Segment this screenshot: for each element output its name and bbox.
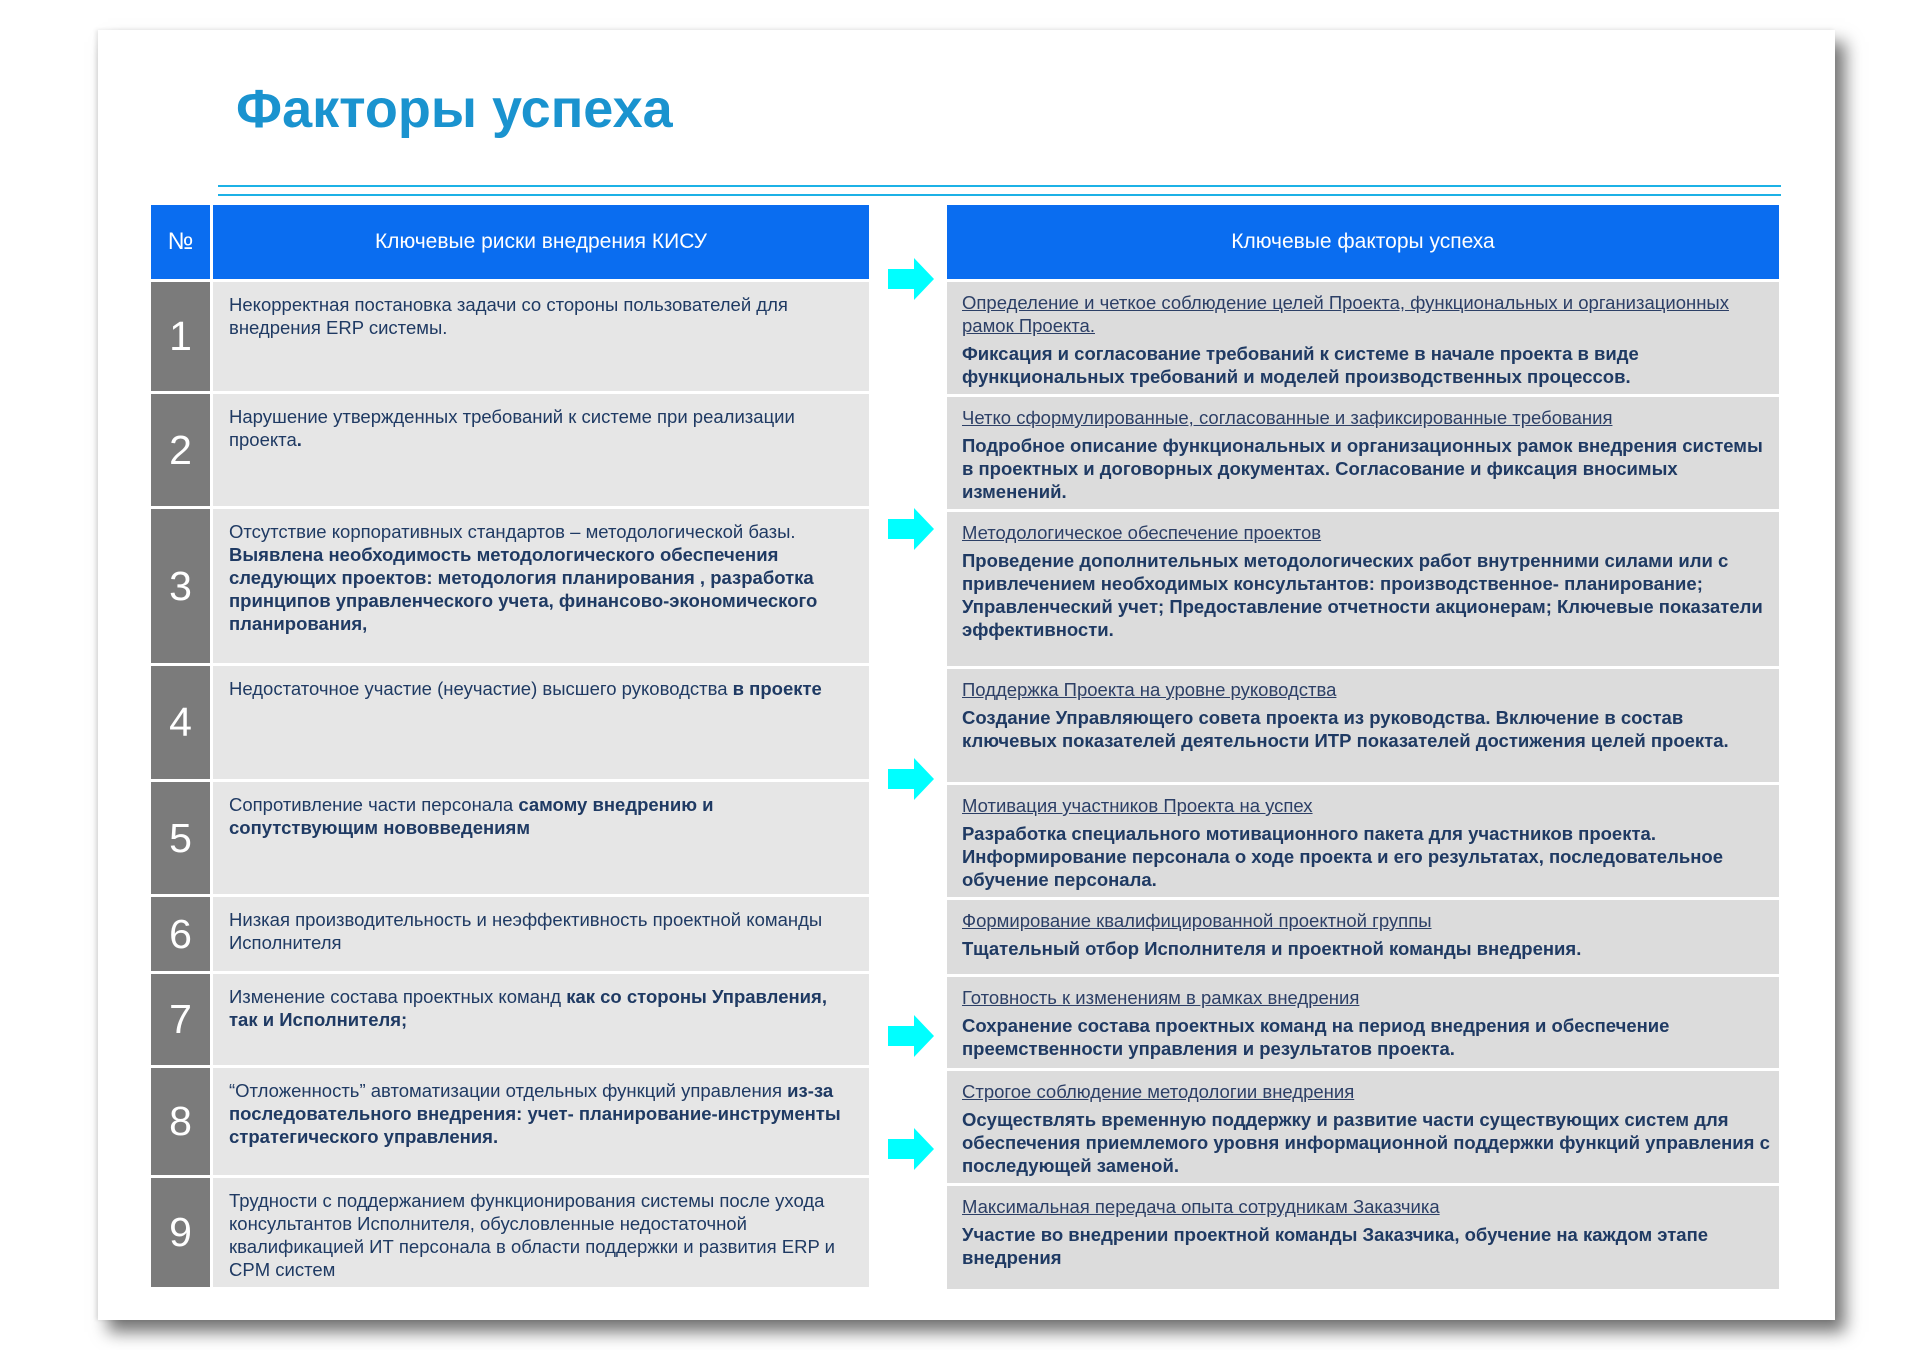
factor-title: Готовность к изменениям в рамках внедрения [962, 987, 1360, 1008]
factor-row [946, 511, 1781, 668]
factor-description: Осуществлять временную поддержку и развитие части существующих систем для обеспечения приемлемого уровня информационной поддержки функций управления с последующей заменой. [962, 1109, 1770, 1176]
factor-description: Проведение дополнительных методологических работ внутренними силами или с привлечением необходимых консультантов: производственное- планирование; Управленческий учет; Предоставление отчетности акционерам; Ключевые показатели эффективности. [962, 550, 1763, 640]
risk-plain-text: Низкая производительность и неэффективность проектной команды Исполнителя [229, 909, 823, 953]
risk-row [150, 281, 871, 393]
factor-description: Разработка специального мотивационного пакета для участников проекта. Информирование персонала о ходе проекта и его результатах, последовательное обучение персонала. [962, 823, 1723, 890]
risk-plain-text: Некорректная постановка задачи со стороны пользователей для внедрения ERP системы. [229, 294, 788, 338]
risk-text [212, 508, 871, 665]
risk-text [212, 1067, 871, 1177]
risk-row [150, 1177, 871, 1289]
factors-column-header: Ключевые факторы успеха [946, 204, 1781, 281]
risk-text [212, 973, 871, 1067]
risk-text [212, 896, 871, 973]
risk-plain-text: Недостаточное участие (неучастие) высшего руководства [229, 678, 728, 699]
risk-plain-text: Сопротивление части персонала [229, 794, 514, 815]
factors-table [944, 202, 1782, 1292]
risk-text [212, 281, 871, 393]
risk-plain-text: “Отложенность” автоматизации отдельных функций управления [229, 1080, 783, 1101]
risk-bold-text: в проекте [732, 678, 822, 699]
risk-plain-text: Изменение состава проектных команд [229, 986, 562, 1007]
factors-header-row [946, 204, 1781, 281]
risk-row [150, 781, 871, 896]
risk-bold-text: самому внедрению и сопутствующим нововведениям [229, 794, 714, 838]
risk-row [150, 896, 871, 973]
row-number: 3 [150, 508, 212, 665]
row-number: 5 [150, 781, 212, 896]
factor-description: Участие во внедрении проектной команды Заказчика, обучение на каждом этапе внедрения [962, 1224, 1709, 1268]
factor-title: Методологическое обеспечение проектов [962, 522, 1322, 543]
right-arrow-icon [888, 258, 934, 300]
risk-plain-text: Отсутствие корпоративных стандартов – методологической базы. [229, 521, 796, 542]
factor-row [946, 1070, 1781, 1185]
risk-text [212, 393, 871, 508]
risk-row [150, 508, 871, 665]
factor-cell [946, 511, 1781, 668]
factor-cell [946, 1185, 1781, 1291]
row-number: 4 [150, 665, 212, 781]
number-column-header: № [150, 204, 212, 281]
right-arrow-icon [888, 508, 934, 550]
factor-description: Создание Управляющего совета проекта из руководства. Включение в состав ключевых показателей деятельности ИТР показателей достижения целей проекта. [962, 707, 1729, 751]
risk-text [212, 781, 871, 896]
risk-text [212, 665, 871, 781]
row-number: 9 [150, 1177, 212, 1289]
factor-cell [946, 396, 1781, 511]
factor-row [946, 976, 1781, 1070]
title-divider [218, 185, 1781, 196]
factor-cell [946, 281, 1781, 396]
factor-cell [946, 784, 1781, 899]
right-arrow-icon [888, 1128, 934, 1170]
right-arrow-icon [888, 1015, 934, 1057]
factor-description: Фиксация и согласование требований к системе в начале проекта в виде функциональных требований и моделей производственных процессов. [962, 343, 1639, 387]
factor-cell [946, 899, 1781, 976]
factor-cell [946, 976, 1781, 1070]
factor-title: Строгое соблюдение методологии внедрения [962, 1081, 1355, 1102]
factor-title: Формирование квалифицированной проектной группы [962, 910, 1432, 931]
slide [98, 30, 1835, 1320]
right-arrow-icon [888, 758, 934, 800]
factor-row [946, 281, 1781, 396]
factor-row [946, 668, 1781, 784]
risks-column-header: Ключевые риски внедрения КИСУ [212, 204, 871, 281]
risk-row [150, 1067, 871, 1177]
risk-bold-text: из-за последовательного внедрения: учет- планирование-инструменты стратегического управления. [229, 1080, 841, 1147]
factor-description: Тщательный отбор Исполнителя и проектной команды внедрения. [962, 938, 1582, 959]
risk-row [150, 665, 871, 781]
risks-table [148, 202, 872, 1290]
factor-title: Максимальная передача опыта сотрудникам Заказчика [962, 1196, 1440, 1217]
risk-bold-text: Выявлена необходимость методологического обеспечения следующих проектов: методология планирования , разработка принципов управленческого учета, финансово-экономического планирования, [229, 544, 818, 634]
risks-header-row [150, 204, 871, 281]
risk-row [150, 973, 871, 1067]
row-number: 1 [150, 281, 212, 393]
factor-row [946, 784, 1781, 899]
factor-cell [946, 668, 1781, 784]
factor-title: Определение и четкое соблюдение целей Проекта, функциональных и организационных рамок Проекта. [962, 292, 1729, 336]
factor-description: Сохранение состава проектных команд на период внедрения и обеспечение преемственности управления и результатов проекта. [962, 1015, 1670, 1059]
page-title: Факторы успеха [236, 79, 673, 139]
factor-title: Мотивация участников Проекта на успех [962, 795, 1313, 816]
risk-bold-text: . [296, 429, 302, 450]
row-number: 8 [150, 1067, 212, 1177]
row-number: 7 [150, 973, 212, 1067]
factor-title: Поддержка Проекта на уровне руководства [962, 679, 1337, 700]
risk-plain-text: Нарушение утвержденных требований к системе при реализации проекта [229, 406, 795, 450]
row-number: 2 [150, 393, 212, 508]
factor-cell [946, 1070, 1781, 1185]
factor-row [946, 396, 1781, 511]
risk-row [150, 393, 871, 508]
row-number: 6 [150, 896, 212, 973]
risk-bold-text: как со стороны Управления, так и Исполнителя; [229, 986, 827, 1030]
risk-plain-text: Трудности с поддержанием функционирования системы после ухода консультантов Исполнителя, обусловленные недостаточной квалификацией ИТ персонала в области поддержки и развития ERP и CPM систем [229, 1190, 835, 1280]
risk-text [212, 1177, 871, 1289]
factor-row [946, 899, 1781, 976]
factor-row [946, 1185, 1781, 1291]
factor-description: Подробное описание функциональных и организационных рамок внедрения системы в проектных и договорных документах. Согласование и фиксация вносимых изменений. [962, 435, 1763, 502]
factor-title: Четко сформулированные, согласованные и зафиксированные требования [962, 407, 1613, 428]
